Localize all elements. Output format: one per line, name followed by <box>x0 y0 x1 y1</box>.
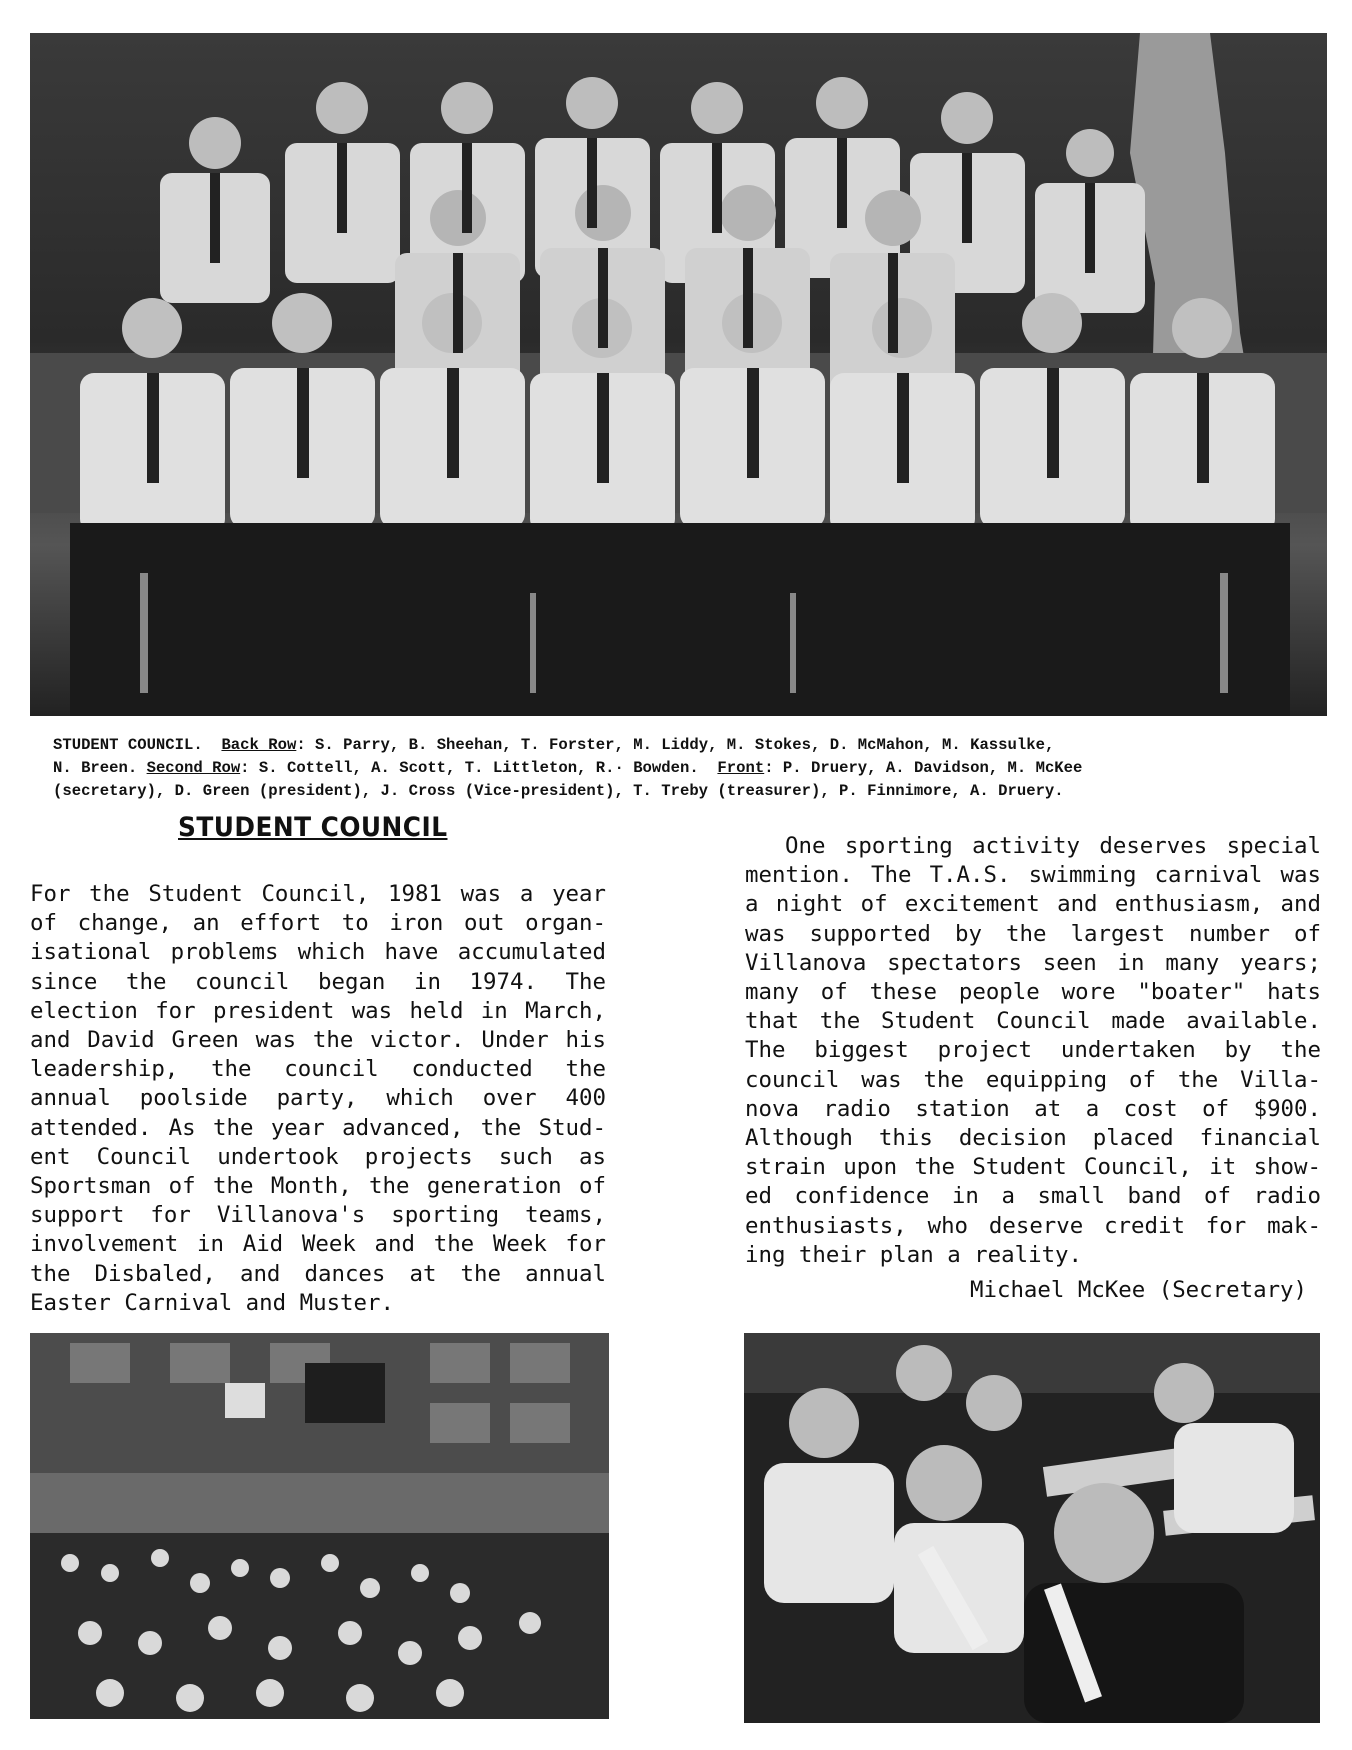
article-left-column <box>30 880 606 1318</box>
back-row-label: Back Row <box>221 736 297 754</box>
article-line: involvement in Aid Week and the Week for <box>30 1231 606 1258</box>
article-line: Although this decision placed financial <box>745 1125 1321 1152</box>
caption-lead: STUDENT COUNCIL. <box>53 736 203 754</box>
article-signature: Michael McKee (Secretary) <box>970 1277 1308 1303</box>
caption-line2-start: N. Breen. <box>53 759 138 777</box>
article-heading: STUDENT COUNCIL <box>178 812 448 843</box>
article-line: many of these people wore "boater" hats <box>745 979 1321 1006</box>
article-line: ed confidence in a small band of radio <box>745 1183 1321 1210</box>
article-line: mention. The T.A.S. swimming carnival was <box>745 862 1321 889</box>
article-line: One sporting activity deserves special <box>785 833 1321 859</box>
caption-line-3: (secretary), D. Green (president), J. Cross (Vice-president), T. Treby (treasurer), P. Finnimore, A. Druery. <box>53 782 1064 800</box>
second-row-names: : S. Cottell, A. Scott, T. Littleton, R.· Bowden. <box>240 759 699 777</box>
article-line: the Disbaled, and dances at the annual <box>30 1260 606 1287</box>
article-line: was supported by the largest number of <box>745 920 1321 947</box>
article-line: Sportsman of the Month, the generation of <box>30 1173 606 1200</box>
article-line: For the Student Council, 1981 was a year <box>30 881 606 907</box>
courtyard-crowd-photo <box>30 1333 609 1719</box>
article-line: and David Green was the victor. Under his <box>30 1027 606 1054</box>
article-line: that the Student Council made available. <box>745 1008 1321 1035</box>
article-line: attended. As the year advanced, the Stud- <box>30 1114 606 1141</box>
article-line: isational problems which have accumulated <box>30 939 606 966</box>
article-line: Villanova spectators seen in many years; <box>745 949 1321 976</box>
caption-line-1 <box>53 734 1308 757</box>
article-line: enthusiasts, who deserve credit for mak- <box>745 1212 1321 1239</box>
classroom-recorder-photo <box>744 1333 1320 1723</box>
article-line: a night of excitement and enthusiasm, and <box>745 891 1321 918</box>
article-line: since the council began in 1974. The <box>30 968 606 995</box>
article-line: nova radio station at a cost of $900. <box>745 1095 1321 1122</box>
front-row-names: : P. Druery, A. Davidson, M. McKee <box>764 759 1083 777</box>
article-line: council was the equipping of the Villa- <box>745 1066 1321 1093</box>
article-line: leadership, the council conducted the <box>30 1056 606 1083</box>
article-line: of change, an effort to iron out organ- <box>30 910 606 937</box>
article-line: annual poolside party, which over 400 <box>30 1085 606 1112</box>
caption-line-2 <box>53 757 1308 780</box>
second-row-label: Second Row <box>146 759 241 777</box>
back-row-names: : S. Parry, B. Sheehan, T. Forster, M. Liddy, M. Stokes, D. McMahon, M. Kassulke, <box>296 736 1055 754</box>
student-council-group-photo <box>30 33 1327 716</box>
article-line: support for Villanova's sporting teams, <box>30 1202 606 1229</box>
front-row-label: Front <box>717 759 765 777</box>
article-line: ing their plan a reality. <box>745 1241 1083 1268</box>
article-right-column <box>745 832 1321 1270</box>
article-line: strain upon the Student Council, it show- <box>745 1154 1321 1181</box>
article-line: The biggest project undertaken by the <box>745 1037 1321 1064</box>
article-line: ent Council undertook projects such as <box>30 1143 606 1170</box>
article-line: Easter Carnival and Muster. <box>30 1289 394 1316</box>
article-line: election for president was held in March, <box>30 997 606 1024</box>
photo-caption <box>53 734 1308 803</box>
